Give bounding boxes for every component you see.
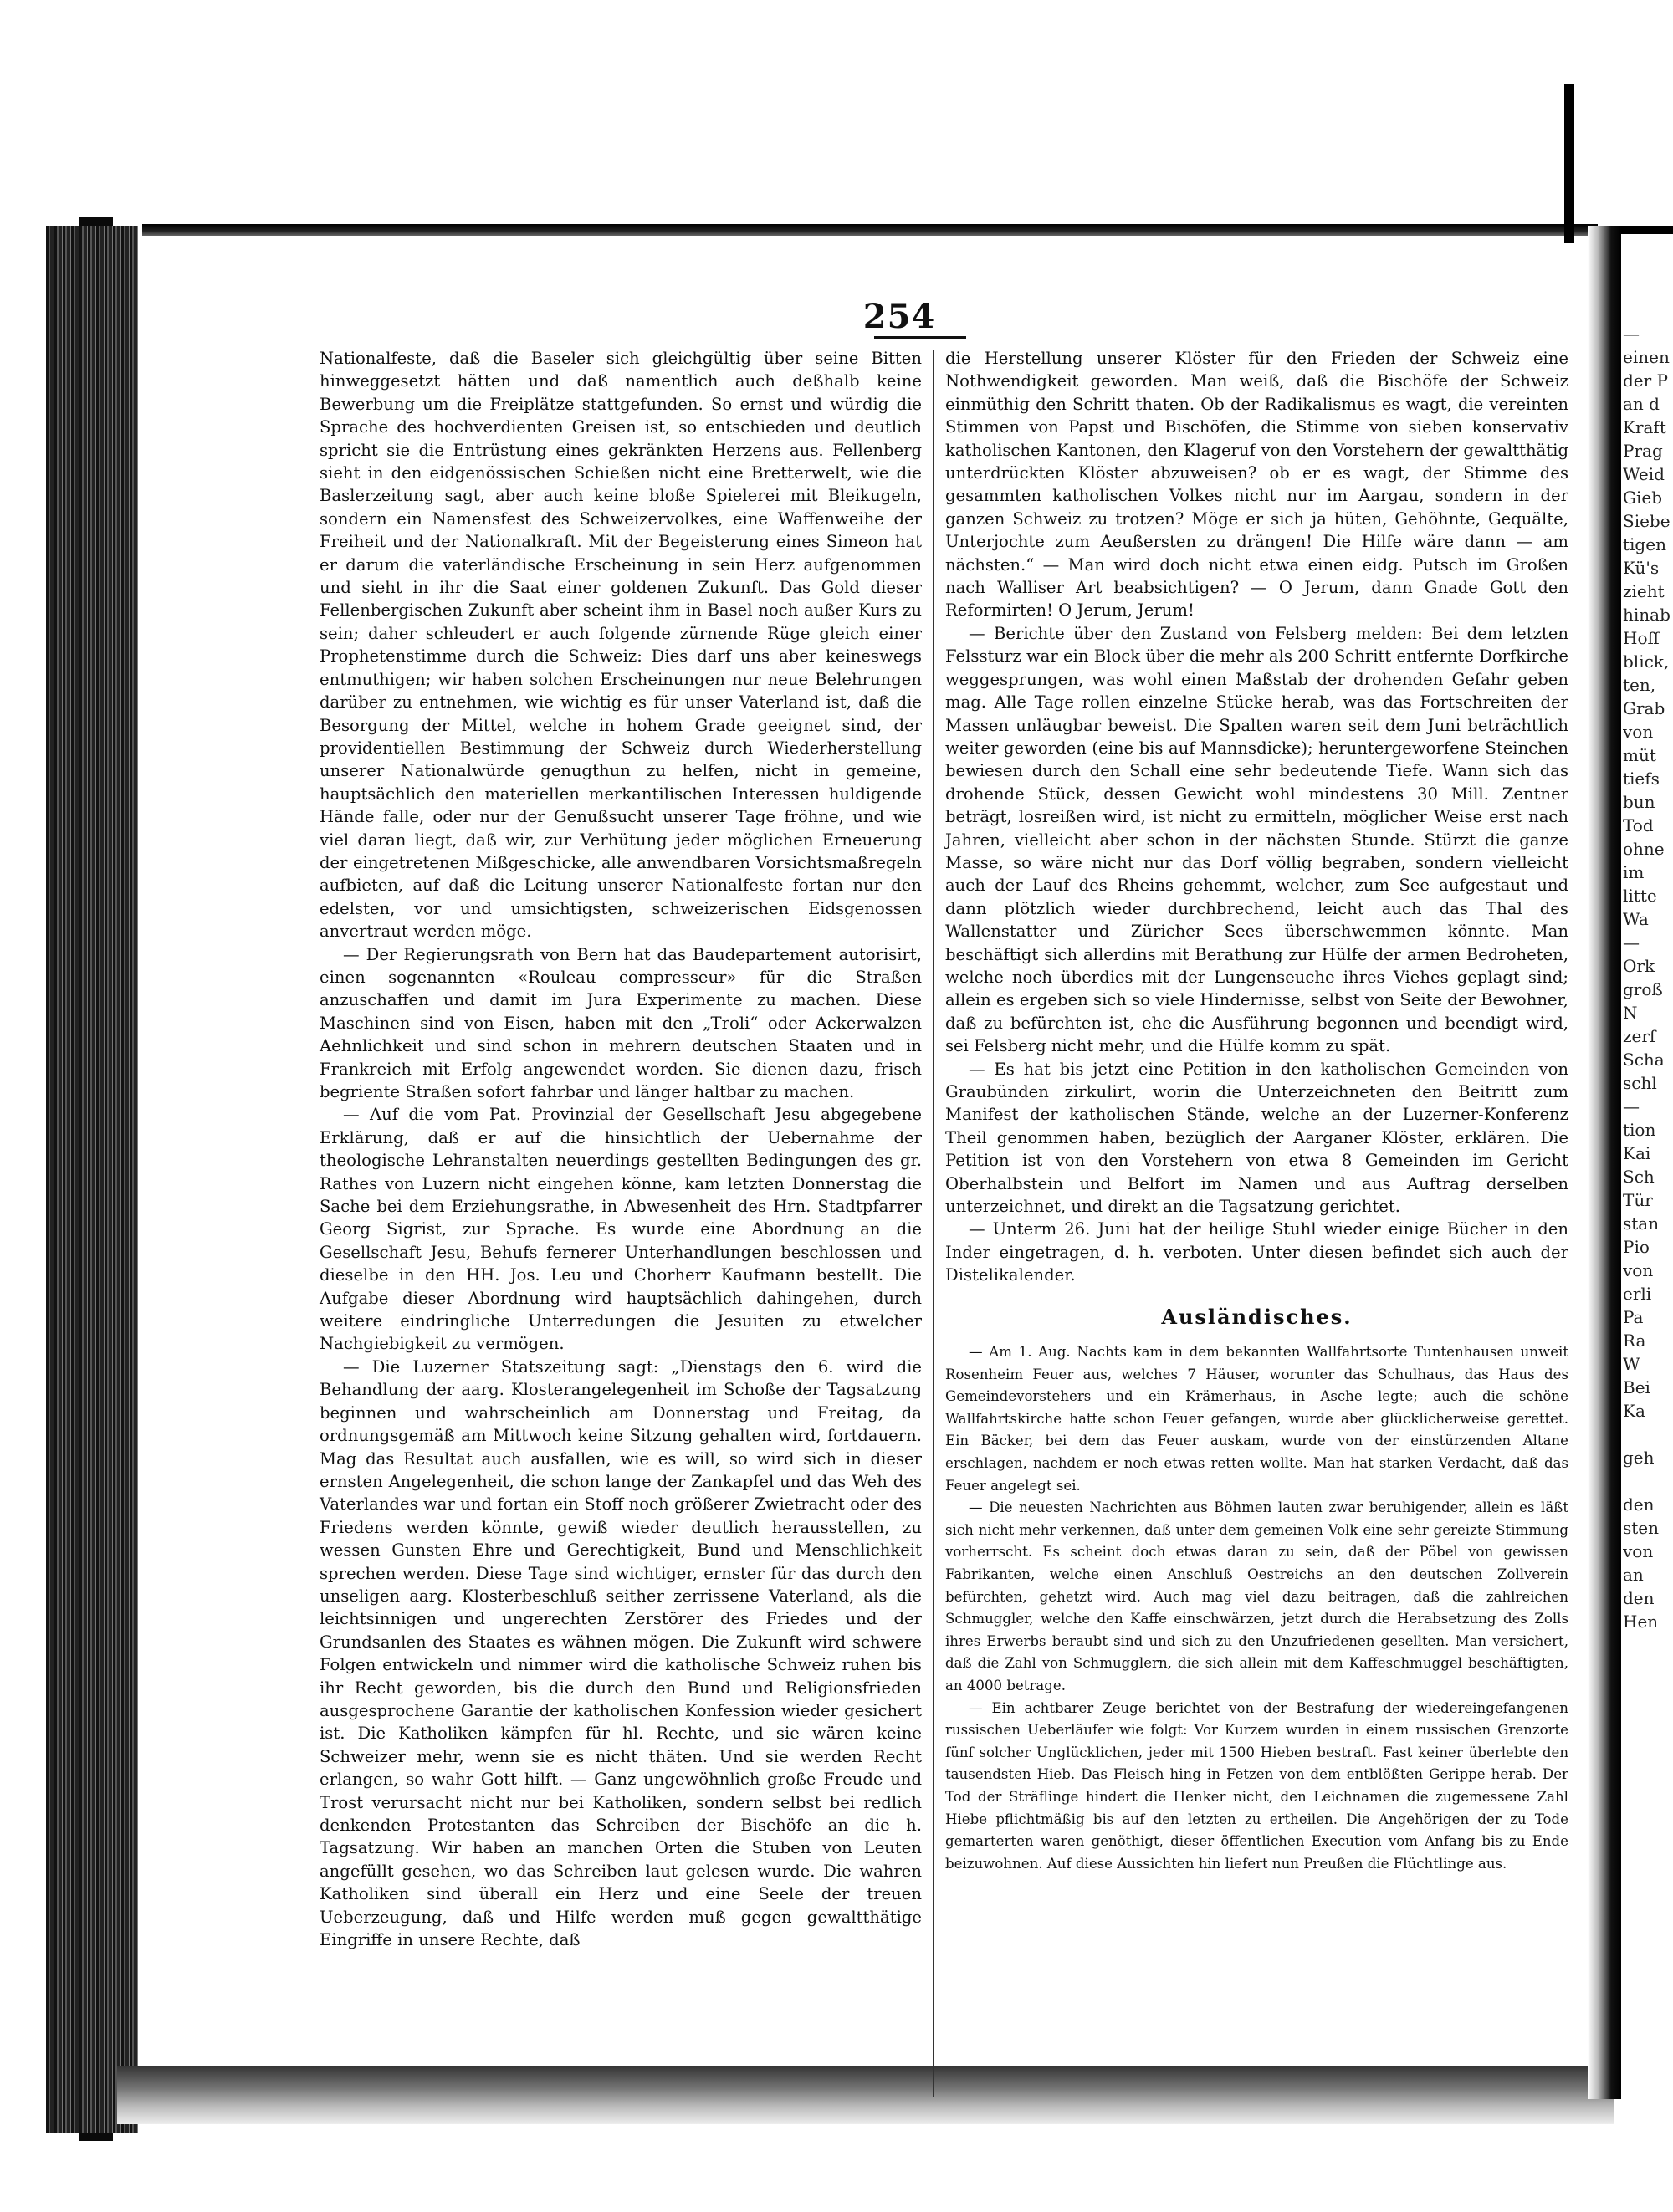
right-page-line: litte — [1623, 886, 1657, 906]
right-page-line: Wa — [1623, 909, 1649, 929]
right-column — [945, 347, 1568, 1875]
right-page-line: zieht — [1623, 581, 1665, 601]
right-page-line: ohne — [1623, 839, 1665, 859]
right-page-line: Ka — [1623, 1401, 1645, 1421]
right-page-line: Prag — [1623, 441, 1663, 461]
right-page-line: Siebe — [1623, 511, 1670, 531]
article-paragraph: — Der Regierungsrath von Bern hat das Baudepartement autorisirt, einen sogenannten «Rouleau compresseur» für die Straßen anzuschaffen und damit im Jura Experimente zu machen. Diese Maschinen sind von Eisen, haben mit den „Troli“ oder Ackerwalzen Aehnlichkeit und sind schon in mehrern deutschen Staaten und in Frankreich mit Erfolg angewendet worden. Sie dienen dazu, frisch begriente Straßen sofort fahrbar und länger haltbar zu machen. — [320, 944, 922, 1101]
right-page-line: Kraft — [1623, 417, 1666, 437]
right-page-line: Gieb — [1623, 488, 1663, 508]
column-divider — [933, 350, 934, 2097]
right-page-line: geh — [1623, 1448, 1655, 1468]
right-page-line: — — [1623, 1096, 1640, 1116]
right-page-line — [1623, 1469, 1673, 1493]
article-paragraph: — Am 1. Aug. Nachts kam in dem bekannten Wallfahrtsorte Tuntenhausen unweit Rosenheim Feuer aus, welches 7 Häuser, worunter das Schulhaus, das Haus des Gemeindevorstehers und ein Krämerhaus, in Asche legte; auch die schöne Wallfahrtskirche hatte schon Feuer gefangen, wurde aber glücklicherweise gerettet. Ein Bäcker, bei dem das Feuer auskam, wurde von der einstürzenden Altane erschlagen, nachdem er noch etwas retten wollte. Man hat starken Verdacht, daß das Feuer angelegt sei. — [945, 1344, 1568, 1494]
article-paragraph: — Unterm 26. Juni hat der heilige Stuhl wieder einige Bücher in den Inder eingetragen, d. h. verboten. Unter diesen befindet sich auch der Distelikalender. — [945, 1219, 1568, 1285]
right-page-line: Kü's — [1623, 558, 1660, 578]
page-bottom-shadow — [117, 2066, 1614, 2124]
right-page-line: müt — [1623, 745, 1656, 765]
right-page-line: W — [1623, 1354, 1640, 1374]
page-number: 254 — [862, 297, 936, 336]
right-page-line: Kai — [1623, 1143, 1651, 1163]
right-page-line: von — [1623, 1541, 1654, 1561]
right-page-line: Weid — [1623, 464, 1665, 484]
right-page-line: Ork — [1623, 956, 1655, 976]
right-page-line: zerf — [1623, 1026, 1656, 1046]
right-page-line: den — [1623, 1494, 1655, 1515]
right-page-line: Hen — [1623, 1612, 1659, 1632]
right-page-line: blick, — [1623, 651, 1670, 672]
right-page-line: Hoff — [1623, 628, 1660, 648]
right-page-line: Tür — [1623, 1190, 1653, 1210]
article-paragraph: — Auf die vom Pat. Provinzial der Gesellschaft Jesu abgegebene Erklärung, daß er auf die hinsichtlich der Uebernahme der theologische Lehranstalten neuerdings gestellten Bedingungen des gr. Rathes von Luzern nicht eingehen könne, kam letzten Donnerstag die Sache bei dem Erziehungsrathe, in Abwesenheit des Hrn. Stadtpfarrer Georg Sigrist, zur Sprache. Es wurde eine Abordnung an die Gesellschaft Jesu, Behufs fernerer Unterhandlungen beschlossen und dieselbe in den HH. Jos. Leu und Chorherr Kaufmann bestellt. Die Aufgabe dieser Abordnung wird hauptsächlich dahingehen, durch weitere eindringliche Unterredungen die Jesuiten zu etwelcher Nachgiebigkeit zu vermögen. — [320, 1105, 922, 1354]
right-page-line: bun — [1623, 792, 1655, 812]
right-page-line: stan — [1623, 1213, 1660, 1234]
right-page-line — [1623, 1423, 1673, 1446]
right-page-line: tion — [1623, 1120, 1656, 1140]
article-paragraph: — Die neuesten Nachrichten aus Böhmen lauten zwar beruhigender, allein es läßt sich nicht mehr verkennen, daß unter dem gemeinen Volk eine sehr gereizte Stimmung vorherrscht. Es scheint doch etwas daran zu sein, daß der Pöbel von gewissen Fabrikanten, welche einen Anschluß Oestreichs an den deutschen Zollverein befürchten, gehetzt wird. Auch mag viel dazu beitragen, daß die zahlreichen Schmuggler, welche den Kaffe einschwärzen, jetzt durch die Herabsetzung des Zolls ihres Erwerbs beraubt sind und sich zu den Unzufriedenen gesellten. Man versichert, daß die Zahl von Schmugglern, die sich allein mit dem Kaffeschmuggel beschäftigten, an 4000 betrage. — [945, 1499, 1568, 1693]
right-page-line: Sch — [1623, 1167, 1655, 1187]
right-page-line: Pa — [1623, 1307, 1644, 1327]
right-page-line: Ra — [1623, 1331, 1646, 1351]
right-page-line: von — [1623, 1260, 1654, 1280]
article-paragraph: — Berichte über den Zustand von Felsberg melden: Bei dem letzten Felssturz war ein Block über die mehr als 200 Schritt entfernte Dorfkirche weggesprungen, was wohl einen Maßstab der drohenden Gefahr geben mag. Alle Tage rollen einzelne Stücke herab, was das Fortschreiten der Massen unläugbar beweist. Die Spalten waren seit dem Juni beträchtlich weiter geworden (eine bis auf Mannsdicke); heruntergeworfene Steinchen bewiesen durch den Schall eine sehr bedeutende Tiefe. Wann sich das drohende Stück, dessen Gewicht wohl mindestens 30 Mill. Zentner beträgt, losreißen wird, ist nicht zu ermitteln, möglicher Weise erst nach Jahren, vielleicht aber schon in der nächsten Stunde. Stürzt die ganze Masse, so wäre nicht nur das Dorf völlig begraben, sondern vielleicht auch der Lauf des Rheins gehemmt, welcher, zum See aufgestaut und dann plötzlich wieder durchbrechend, leicht auch das Thal des Wallenstatter und Züricher Sees überschwemmen könnte. Man beschäftigt sich allerdins mit Berathung zur Hülfe der armen Bedroheten, welche noch überdies mit der Lungenseuche ihres Viehes geplagt sind; allein es ergeben sich so viele Hindernisse, selbst von Seite der Bewohner, daß zu befürchten ist, ehe die Ausführung begonnen und beendigt wird, sei Felsberg nicht mehr, und die Hülfe komm zu spät. — [945, 623, 1568, 1056]
article-paragraph: Nationalfeste, daß die Baseler sich gleichgültig über seine Bitten hinweggesetzt hätten und daß namentlich auch deßhalb keine Bewerbung um die Freiplätze stattgefunden. So ernst und würdig die Sprache des hochverdienten Greisen ist, so entschieden und deutlich spricht sie die Entrüstung eines gekränkten Herzens aus. Fellenberg sieht in den eidgenössischen Schießen nicht eine Bretterwelt, wie die Baslerzeitung sagt, aber auch keine bloße Spielerei mit Bleikugeln, sondern ein Namensfest des Schweizervolkes, eine Waffenweihe der Freiheit und der Nationalkraft. Mit der Begeisterung eines Simeon hat er darum die vaterländische Erscheinung in sein Herz aufgenommen und sieht in ihr die Saat einer goldenen Zukunft. Das Gold dieser Fellenbergischen Zukunft aber scheint ihm in Basel noch außer Kurs zu sein; daher schleudert er auch folgende zürnende Rüge gleich einer Prophetenstimme durch die Schweiz: Dies darf uns aber keineswegs entmuthigen; wir haben solchen Erscheinungen nur neue Belehrungen darüber zu entnehmen, wie wichtig es für unser Vaterland ist, daß die Besorgung der Mittel, welche in hohem Grade geeignet sind, der providentiellen Bestimmung der Schweiz durch Wiederherstellung unserer Nationalwürde genugthun zu helfen, nicht in gemeine, hauptsächlich den materiellen merkantilischen Interessen huldigende Hände falle, oder nur der Genußsucht unserer Tage fröhne, und wie viel daran liegt, daß wir, zur Verhütung jeder möglichen Erneuerung der eingetretenen Mißgeschicke, alle anwendbaren Vorsichtsmaßregeln aufbieten, auf daß die Leitung unserer Nationalfeste fortan nur den edelsten, vor und umsichtigsten, schweizerischen Eidsgenossen anvertraut werden möge. — [320, 349, 922, 942]
right-page-bar — [1564, 84, 1574, 243]
right-page-line: tigen — [1623, 534, 1666, 554]
left-column — [320, 347, 922, 1951]
page-top-border — [142, 224, 1598, 236]
right-page-line: Grab — [1623, 698, 1665, 718]
page-number-underline — [874, 336, 966, 339]
right-page-line: schl — [1623, 1073, 1657, 1093]
right-page-line: Tod — [1623, 815, 1654, 835]
article-paragraph: — Ein achtbarer Zeuge berichtet von der Bestrafung der wiedereingefangenen russischen Ueberläufer wie folgt: Vor Kurzem wurden in einem russischen Grenzorte fünf solcher Unglücklichen, jeder mit 1500 Hieben bestraft. Fast keiner überlebte den tausendsten Hieb. Das Fleisch hing in Fetzen von dem entblößten Gerippe herab. Der Tod der Sträflinge hindert die Henker nicht, den Leichnamen die zugemessene Zahl Hiebe pflichtmäßig bis auf den letzten zu ertheilen. Die Angehörigen der zu Tode gemarterten waren genöthigt, dieser öffentlichen Execution vom Anfang bis zu Ende beizuwohnen. Auf diese Aussichten hin liefert nun Preußen die Flüchtlinge aus. — [945, 1699, 1568, 1872]
right-page-line: groß — [1623, 979, 1663, 999]
right-page-line: Scha — [1623, 1050, 1665, 1070]
right-page-line: im — [1623, 862, 1645, 882]
book-page-edges — [46, 226, 138, 2133]
right-page-line: Bei — [1623, 1377, 1650, 1397]
right-page-line: N — [1623, 1003, 1638, 1023]
right-page-line: erli — [1623, 1284, 1652, 1304]
right-page-line: von — [1623, 722, 1654, 742]
foreign-news — [945, 1341, 1568, 1875]
right-page-line: an d — [1623, 394, 1660, 414]
article-paragraph: die Herstellung unserer Klöster für den Frieden der Schweiz eine Nothwendigkeit geworden. Man weiß, daß die Bischöfe der Schweiz einmüthig den Schritt thaten. Ob der Radikalismus es wagt, die vereinten Stimmen von Papst und Bischöfen, die Stimme von sieben konservativ katholischen Kantonen, den Klageruf von den Vorstehern der gewaltthätig unterdrückten Klöster abzuweisen? ob er es wagt, der Stimme des gesammten katholischen Volkes nicht nur im Aargau, sondern in der ganzen Schweiz zu trotzen? Möge er sich ja hüten, Gehöhnte, Gequälte, Unterjochte zum Aeußersten zu drängen! Die Hilfe wäre dann — am nächsten.“ — Man wird doch nicht etwa einen eidg. Putsch im Großen nach Walliser Art beabsichtigen? — O Jerum, dann Gnade Gott den Reformirten! O Jerum, Jerum! — [945, 349, 1568, 621]
article-paragraph: — Es hat bis jetzt eine Petition in den katholischen Gemeinden von Graubünden zirkulirt, worin die Unterzeichneten den Beitritt zum Manifest der katholischen Stände, welche an der Luzerner-Konferenz Theil genommen haben, bezüglich der Aarganer Klöster, erklären. Die Petition ist von den Vorstehern von etwa 8 Gemeinden im Gericht Oberhalbstein und Belfort im Namen und aus Auftrag derselben unterzeichnet, und direkt an die Tagsatzung gerichtet. — [945, 1059, 1568, 1217]
right-page-line: — — [1623, 324, 1640, 344]
right-page-line: sten — [1623, 1518, 1660, 1538]
right-page-line: den — [1623, 1588, 1655, 1608]
book-spine — [1588, 226, 1621, 2099]
right-page-line: ten, — [1623, 675, 1656, 695]
right-page-line: hinab — [1623, 605, 1670, 625]
right-page-line: der P — [1623, 370, 1669, 391]
right-page-line: einen — [1623, 347, 1670, 367]
right-page-fragment — [1623, 322, 1673, 1911]
right-page-line: tiefs — [1623, 769, 1660, 789]
right-page-line: — — [1623, 932, 1640, 953]
right-page-line: an — [1623, 1565, 1644, 1585]
section-heading: Ausländisches. — [1161, 1304, 1353, 1329]
article-paragraph: — Die Luzerner Statszeitung sagt: „Dienstags den 6. wird die Behandlung der aarg. Klosterangelegenheit im Schoße der Tagsatzung beginnen und wahrscheinlich am Donnerstag und Freitag, da ordnungsgemäß am Mittwoch keine Sitzung gehalten wird, fortdauern. Mag das Resultat auch ausfallen, wie es will, so wird sich in dieser ernsten Angelegenheit, die schon lange der Zankapfel und das Weh des Vaterlandes war und fortan ein Stoff noch größerer Zwietracht oder des Friedens werden könnte, gewiß wieder deutlich herausstellen, zu wessen Gunsten Ehre und Gerechtigkeit, Bund und Menschlichkeit sprechen werden. Diese Tage sind wichtiger, ernster für das durch den unseligen aarg. Klosterbeschluß seither zerrissene Vaterland, als die leichtsinnigen und ungerechten Zerstörer des Friedes und der Grundsanlen des Staates es wähnen mögen. Die Zukunft wird schwere Folgen entwickeln und nimmer wird die katholische Schweiz ruhen bis ihr Recht geworden, bis die durch den Bund und Religionsfrieden ausgesprochene Garantie der katholischen Konfession wieder gesichert ist. Die Katholiken kämpfen für hl. Rechte, und sie wären keine Schweizer mehr, wenn sie es nicht thäten. Und sie werden Recht erlangen, so wahr Gott hilft. — Ganz ungewöhnlich große Freude und Trost verursacht nicht nur bei Katholiken, sondern selbst bei redlich denkenden Protestanten das Schreiben der Bischöfe an die h. Tagsatzung. Wir haben an manchen Orten die Stuben von Leuten angefüllt gesehen, wo das Schreiben laut gelesen wurde. Die wahren Katholiken sind überall ein Herz und eine Seele der treuen Ueberzeugung, daß und Hilfe werden muß gegen gewaltthätige Eingriffe in unsere Rechte, daß — [320, 1356, 922, 1950]
right-page-line: Pio — [1623, 1237, 1650, 1257]
